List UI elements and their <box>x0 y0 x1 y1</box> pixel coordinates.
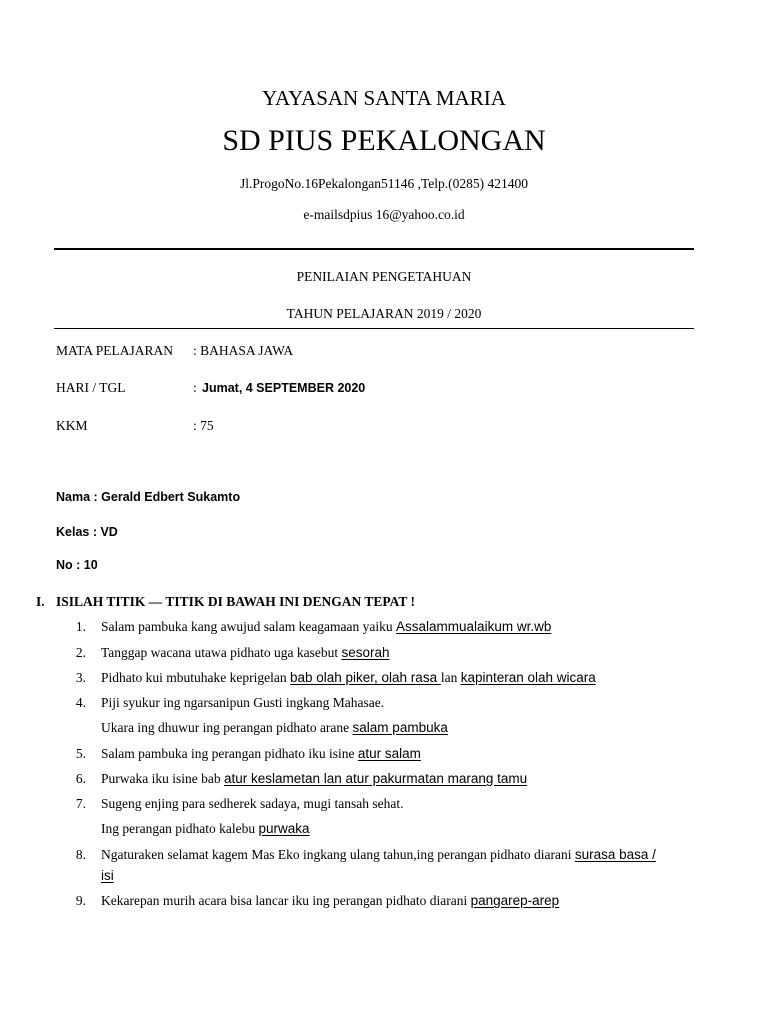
question-text: Purwaka iku isine bab <box>101 771 224 786</box>
item-number: 1. <box>75 619 86 634</box>
answer-text: purwaka <box>258 821 310 836</box>
item-number: 4. <box>75 695 86 710</box>
item-number: 5. <box>75 746 86 761</box>
student-number: No : 10 <box>56 558 98 572</box>
date-value: Jumat, 4 SEPTEMBER 2020 <box>202 381 366 395</box>
header-divider <box>54 248 694 250</box>
question-text: lan <box>440 670 461 685</box>
answer-text: bab olah piker, olah rasa <box>289 670 441 685</box>
answer-text: kapinteran olah wicara <box>460 670 596 685</box>
date-colon: : <box>193 380 197 395</box>
question-item <box>101 746 421 762</box>
question-text: Ing perangan pidhato kalebu <box>101 821 259 836</box>
question-item <box>101 619 551 635</box>
question-text: Kekarepan murih acara bisa lancar iku ing perangan pidhato diarani <box>101 893 471 908</box>
student-class: Kelas : VD <box>56 525 118 539</box>
exam-divider <box>54 328 694 329</box>
answer-text: isi <box>101 868 114 883</box>
question-text: Sugeng enjing para sedherek sadaya, mugi tansah sehat. <box>101 796 404 811</box>
question-item <box>101 670 596 686</box>
answer-text: Assalammualaikum wr.wb <box>396 619 552 634</box>
kkm-value: : 75 <box>193 418 214 433</box>
question-text: Piji syukur ing ngarsanipun Gusti ingkang Mahasae. <box>101 695 385 710</box>
question-text: Salam pambuka kang awujud salam keagamaan yaiku <box>101 619 397 634</box>
question-item <box>101 847 656 863</box>
answer-text: atur keslametan lan atur pakurmatan marang tamu <box>223 771 528 786</box>
question-text: Tanggap wacana utawa pidhato uga kasebut <box>101 645 342 660</box>
question-text: Salam pambuka ing perangan pidhato iku isine <box>101 746 358 761</box>
question-item <box>101 645 390 661</box>
question-item <box>101 720 448 736</box>
question-item <box>101 771 527 787</box>
item-number: 6. <box>75 771 86 786</box>
foundation-name: YAYASAN SANTA MARIA <box>262 86 506 110</box>
section-title: ISILAH TITIK — TITIK DI BAWAH INI DENGAN TEPAT ! <box>56 594 415 609</box>
question-text: Ngaturaken selamat kagem Mas Eko ingkang ulang tahun,ing perangan pidhato diarani <box>101 847 575 862</box>
question-item <box>101 821 309 837</box>
item-number: 8. <box>75 847 86 862</box>
item-number: 9. <box>75 893 86 908</box>
exam-title: PENILAIAN PENGETAHUAN <box>296 269 472 284</box>
answer-text: salam pambuka <box>352 720 448 735</box>
school-address: Jl.ProgoNo.16Pekalongan51146 ,Telp.(0285) 421400 <box>239 176 529 191</box>
answer-text: pangarep-arep <box>470 893 560 908</box>
section-numeral: I. <box>36 594 45 609</box>
subject-label: MATA PELAJARAN <box>56 343 174 358</box>
question-item <box>101 893 559 909</box>
date-label: HARI / TGL <box>56 380 126 395</box>
answer-text: atur salam <box>357 746 421 761</box>
answer-text: sesorah <box>341 645 390 660</box>
item-number: 2. <box>75 645 86 660</box>
item-number: 7. <box>75 796 86 811</box>
question-text: Ukara ing dhuwur ing perangan pidhato arane <box>101 720 353 735</box>
school-name: SD PIUS PEKALONGAN <box>222 124 546 157</box>
kkm-label: KKM <box>56 418 88 433</box>
school-email: e-mailsdpius 16@yahoo.co.id <box>303 207 465 222</box>
subject-value: : BAHASA JAWA <box>193 343 294 358</box>
exam-year: TAHUN PELAJARAN 2019 / 2020 <box>286 306 482 321</box>
student-name: Nama : Gerald Edbert Sukamto <box>56 490 241 504</box>
item-number: 3. <box>75 670 86 685</box>
question-text: Pidhato kui mbutuhake keprigelan <box>101 670 290 685</box>
answer-text: surasa basa / <box>574 847 656 862</box>
question-item <box>101 868 114 884</box>
